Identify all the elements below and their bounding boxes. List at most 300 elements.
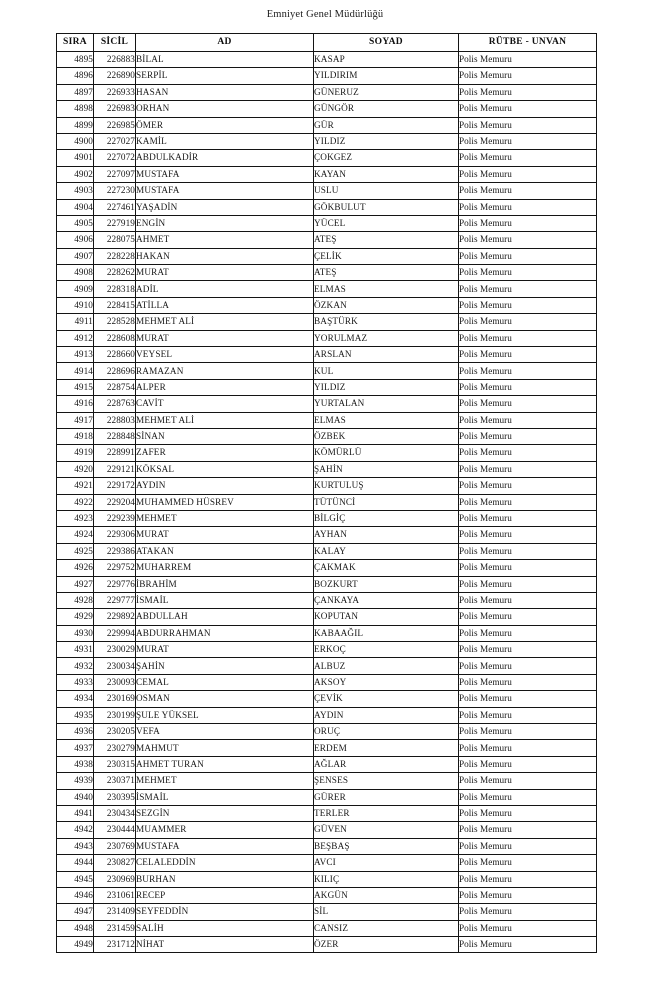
cell-soyad: YILDIRIM: [314, 68, 459, 84]
table-row: [57, 281, 597, 297]
table-row: [57, 133, 597, 149]
table-row: [57, 822, 597, 838]
cell-sira: 4931: [57, 642, 94, 658]
table-row: [57, 691, 597, 707]
cell-ad: SALİH: [136, 920, 314, 936]
cell-sicil: 229121: [94, 461, 136, 477]
cell-rutbe: Polis Memuru: [459, 445, 597, 461]
cell-rutbe: Polis Memuru: [459, 658, 597, 674]
cell-sicil: 230205: [94, 724, 136, 740]
cell-sira: 4907: [57, 248, 94, 264]
cell-ad: ABDULKADİR: [136, 150, 314, 166]
table-row: [57, 445, 597, 461]
cell-soyad: ÇEVİK: [314, 691, 459, 707]
table-header: [57, 34, 597, 52]
cell-soyad: ŞENSES: [314, 773, 459, 789]
cell-soyad: ÇANKAYA: [314, 592, 459, 608]
table-row: [57, 625, 597, 641]
cell-rutbe: Polis Memuru: [459, 330, 597, 346]
cell-soyad: YORULMAZ: [314, 330, 459, 346]
cell-ad: ŞULE YÜKSEL: [136, 707, 314, 723]
cell-sicil: 228528: [94, 314, 136, 330]
cell-sicil: 228754: [94, 379, 136, 395]
cell-sicil: 228262: [94, 265, 136, 281]
cell-ad: NİHAT: [136, 937, 314, 953]
cell-rutbe: Polis Memuru: [459, 609, 597, 625]
cell-soyad: ATEŞ: [314, 265, 459, 281]
table-row: [57, 101, 597, 117]
cell-soyad: KÖMÜRLÜ: [314, 445, 459, 461]
table-row: [57, 920, 597, 936]
cell-sira: 4926: [57, 560, 94, 576]
cell-rutbe: Polis Memuru: [459, 199, 597, 215]
cell-ad: SEYFEDDİN: [136, 904, 314, 920]
cell-sira: 4915: [57, 379, 94, 395]
cell-soyad: ORUÇ: [314, 724, 459, 740]
cell-ad: RECEP: [136, 887, 314, 903]
cell-sicil: 228660: [94, 347, 136, 363]
column-header-soyad: SOYAD: [314, 34, 459, 52]
cell-sicil: 227072: [94, 150, 136, 166]
cell-ad: MEHMET ALİ: [136, 314, 314, 330]
cell-rutbe: Polis Memuru: [459, 396, 597, 412]
cell-soyad: AKSOY: [314, 674, 459, 690]
cell-soyad: ÇAKMAK: [314, 560, 459, 576]
cell-rutbe: Polis Memuru: [459, 576, 597, 592]
cell-sira: 4946: [57, 887, 94, 903]
cell-sira: 4947: [57, 904, 94, 920]
cell-rutbe: Polis Memuru: [459, 592, 597, 608]
cell-soyad: ALBUZ: [314, 658, 459, 674]
cell-ad: ŞAHİN: [136, 658, 314, 674]
table-row: [57, 560, 597, 576]
table-row: [57, 937, 597, 953]
cell-soyad: ELMAS: [314, 281, 459, 297]
cell-rutbe: Polis Memuru: [459, 117, 597, 133]
cell-sira: 4943: [57, 838, 94, 854]
cell-sicil: 228803: [94, 412, 136, 428]
cell-sira: 4910: [57, 297, 94, 313]
cell-ad: ORHAN: [136, 101, 314, 117]
cell-ad: KÖKSAL: [136, 461, 314, 477]
cell-sira: 4917: [57, 412, 94, 428]
cell-sicil: 230444: [94, 822, 136, 838]
table-row: [57, 904, 597, 920]
table-row: [57, 150, 597, 166]
cell-sicil: 230034: [94, 658, 136, 674]
cell-ad: RAMAZAN: [136, 363, 314, 379]
table-row: [57, 297, 597, 313]
cell-ad: İBRAHİM: [136, 576, 314, 592]
cell-ad: MUAMMER: [136, 822, 314, 838]
cell-sira: 4896: [57, 68, 94, 84]
cell-rutbe: Polis Memuru: [459, 642, 597, 658]
cell-soyad: ŞAHİN: [314, 461, 459, 477]
cell-ad: AHMET TURAN: [136, 756, 314, 772]
cell-sicil: 230093: [94, 674, 136, 690]
cell-sira: 4921: [57, 478, 94, 494]
cell-soyad: BAŞTÜRK: [314, 314, 459, 330]
cell-soyad: KAYAN: [314, 166, 459, 182]
cell-rutbe: Polis Memuru: [459, 101, 597, 117]
cell-sicil: 229752: [94, 560, 136, 576]
table-row: [57, 576, 597, 592]
cell-sicil: 229994: [94, 625, 136, 641]
cell-sira: 4908: [57, 265, 94, 281]
table-row: [57, 773, 597, 789]
cell-ad: VEYSEL: [136, 347, 314, 363]
cell-soyad: GÜNGÖR: [314, 101, 459, 117]
cell-sira: 4929: [57, 609, 94, 625]
cell-soyad: SİL: [314, 904, 459, 920]
cell-sira: 4930: [57, 625, 94, 641]
cell-ad: İSMAİL: [136, 592, 314, 608]
cell-soyad: YILDIZ: [314, 133, 459, 149]
cell-sira: 4911: [57, 314, 94, 330]
cell-sira: 4912: [57, 330, 94, 346]
cell-sira: 4919: [57, 445, 94, 461]
cell-rutbe: Polis Memuru: [459, 248, 597, 264]
table-row: [57, 642, 597, 658]
table-row: [57, 543, 597, 559]
cell-soyad: AYHAN: [314, 527, 459, 543]
cell-ad: MURAT: [136, 330, 314, 346]
column-header-ad: AD: [136, 34, 314, 52]
cell-sira: 4898: [57, 101, 94, 117]
cell-soyad: AĞLAR: [314, 756, 459, 772]
cell-sicil: 228696: [94, 363, 136, 379]
cell-soyad: ERKOÇ: [314, 642, 459, 658]
cell-sira: 4942: [57, 822, 94, 838]
cell-sira: 4920: [57, 461, 94, 477]
cell-sicil: 231712: [94, 937, 136, 953]
cell-sicil: 230395: [94, 789, 136, 805]
table-row: [57, 789, 597, 805]
table-row: [57, 52, 597, 68]
cell-sicil: 229306: [94, 527, 136, 543]
cell-ad: AHMET: [136, 232, 314, 248]
table-row: [57, 592, 597, 608]
cell-sira: 4901: [57, 150, 94, 166]
table-row: [57, 166, 597, 182]
cell-soyad: ÖZBEK: [314, 428, 459, 444]
cell-sicil: 230371: [94, 773, 136, 789]
cell-soyad: GÜR: [314, 117, 459, 133]
cell-sicil: 230969: [94, 871, 136, 887]
cell-ad: MUSTAFA: [136, 166, 314, 182]
cell-sicil: 226883: [94, 52, 136, 68]
table-row: [57, 707, 597, 723]
cell-ad: HAKAN: [136, 248, 314, 264]
cell-sira: 4902: [57, 166, 94, 182]
cell-soyad: TERLER: [314, 805, 459, 821]
cell-soyad: BOZKURT: [314, 576, 459, 592]
cell-ad: ADİL: [136, 281, 314, 297]
table-row: [57, 838, 597, 854]
cell-soyad: BİLGİÇ: [314, 510, 459, 526]
cell-sira: 4900: [57, 133, 94, 149]
cell-sicil: 230199: [94, 707, 136, 723]
cell-sicil: 231061: [94, 887, 136, 903]
cell-rutbe: Polis Memuru: [459, 68, 597, 84]
cell-soyad: AKGÜN: [314, 887, 459, 903]
cell-sicil: 226983: [94, 101, 136, 117]
table-body: [57, 52, 597, 953]
cell-sira: 4918: [57, 428, 94, 444]
cell-sira: 4922: [57, 494, 94, 510]
personnel-table: [56, 33, 597, 953]
cell-soyad: ATEŞ: [314, 232, 459, 248]
cell-soyad: KALAY: [314, 543, 459, 559]
table-row: [57, 248, 597, 264]
table-row: [57, 379, 597, 395]
cell-rutbe: Polis Memuru: [459, 707, 597, 723]
cell-sicil: 228608: [94, 330, 136, 346]
cell-ad: CAVİT: [136, 396, 314, 412]
cell-rutbe: Polis Memuru: [459, 232, 597, 248]
cell-sira: 4903: [57, 183, 94, 199]
cell-rutbe: Polis Memuru: [459, 84, 597, 100]
cell-rutbe: Polis Memuru: [459, 625, 597, 641]
table-row: [57, 215, 597, 231]
cell-rutbe: Polis Memuru: [459, 494, 597, 510]
cell-rutbe: Polis Memuru: [459, 674, 597, 690]
cell-rutbe: Polis Memuru: [459, 756, 597, 772]
cell-soyad: ÇOKGEZ: [314, 150, 459, 166]
cell-rutbe: Polis Memuru: [459, 871, 597, 887]
cell-ad: MURAT: [136, 265, 314, 281]
table-row: [57, 494, 597, 510]
cell-rutbe: Polis Memuru: [459, 428, 597, 444]
cell-rutbe: Polis Memuru: [459, 904, 597, 920]
cell-sicil: 228848: [94, 428, 136, 444]
cell-ad: SİNAN: [136, 428, 314, 444]
cell-rutbe: Polis Memuru: [459, 150, 597, 166]
cell-soyad: AYDIN: [314, 707, 459, 723]
cell-sicil: 231409: [94, 904, 136, 920]
cell-sira: 4934: [57, 691, 94, 707]
cell-soyad: ARSLAN: [314, 347, 459, 363]
table-row: [57, 527, 597, 543]
cell-soyad: KILIÇ: [314, 871, 459, 887]
table-row: [57, 740, 597, 756]
cell-ad: MUHAMMED HÜSREV: [136, 494, 314, 510]
cell-soyad: YURTALAN: [314, 396, 459, 412]
cell-ad: SEZGİN: [136, 805, 314, 821]
table-row: [57, 478, 597, 494]
cell-sicil: 228763: [94, 396, 136, 412]
cell-rutbe: Polis Memuru: [459, 461, 597, 477]
cell-sicil: 229776: [94, 576, 136, 592]
cell-ad: ZAFER: [136, 445, 314, 461]
cell-soyad: ERDEM: [314, 740, 459, 756]
cell-rutbe: Polis Memuru: [459, 937, 597, 953]
cell-rutbe: Polis Memuru: [459, 166, 597, 182]
cell-sicil: 226933: [94, 84, 136, 100]
cell-ad: AYDIN: [136, 478, 314, 494]
cell-sira: 4932: [57, 658, 94, 674]
personnel-table-container: [56, 33, 596, 953]
cell-sira: 4924: [57, 527, 94, 543]
page-title: Emniyet Genel Müdürlüğü: [266, 9, 384, 20]
cell-ad: MURAT: [136, 527, 314, 543]
cell-sira: 4937: [57, 740, 94, 756]
cell-rutbe: Polis Memuru: [459, 215, 597, 231]
cell-sicil: 226890: [94, 68, 136, 84]
cell-rutbe: Polis Memuru: [459, 724, 597, 740]
cell-sicil: 227230: [94, 183, 136, 199]
column-header-sira: SIRA: [57, 34, 94, 52]
cell-soyad: CANSIZ: [314, 920, 459, 936]
cell-ad: İSMAİL: [136, 789, 314, 805]
cell-soyad: USLU: [314, 183, 459, 199]
table-row: [57, 347, 597, 363]
cell-sicil: 230279: [94, 740, 136, 756]
cell-soyad: KUL: [314, 363, 459, 379]
cell-ad: ABDULLAH: [136, 609, 314, 625]
cell-sira: 4925: [57, 543, 94, 559]
cell-rutbe: Polis Memuru: [459, 363, 597, 379]
cell-ad: VEFA: [136, 724, 314, 740]
cell-sicil: 228228: [94, 248, 136, 264]
cell-sicil: 230315: [94, 756, 136, 772]
cell-rutbe: Polis Memuru: [459, 855, 597, 871]
table-row: [57, 461, 597, 477]
cell-sicil: 228075: [94, 232, 136, 248]
table-row: [57, 805, 597, 821]
cell-soyad: KOPUTAN: [314, 609, 459, 625]
table-row: [57, 183, 597, 199]
cell-sicil: 228415: [94, 297, 136, 313]
cell-soyad: TÜTÜNCİ: [314, 494, 459, 510]
cell-ad: SERPİL: [136, 68, 314, 84]
cell-soyad: ÖZER: [314, 937, 459, 953]
cell-sicil: 227461: [94, 199, 136, 215]
cell-rutbe: Polis Memuru: [459, 281, 597, 297]
column-header-sicil: SİCİL: [94, 34, 136, 52]
cell-sicil: 230029: [94, 642, 136, 658]
cell-sira: 4928: [57, 592, 94, 608]
cell-sira: 4927: [57, 576, 94, 592]
cell-ad: MEHMET ALİ: [136, 412, 314, 428]
cell-rutbe: Polis Memuru: [459, 314, 597, 330]
cell-rutbe: Polis Memuru: [459, 543, 597, 559]
table-row: [57, 363, 597, 379]
cell-ad: ALPER: [136, 379, 314, 395]
cell-rutbe: Polis Memuru: [459, 773, 597, 789]
table-row: [57, 871, 597, 887]
table-row: [57, 855, 597, 871]
cell-soyad: GÜRER: [314, 789, 459, 805]
cell-ad: MUHARREM: [136, 560, 314, 576]
cell-rutbe: Polis Memuru: [459, 838, 597, 854]
cell-sira: 4895: [57, 52, 94, 68]
table-row: [57, 199, 597, 215]
table-row: [57, 887, 597, 903]
cell-rutbe: Polis Memuru: [459, 510, 597, 526]
cell-rutbe: Polis Memuru: [459, 412, 597, 428]
cell-sicil: 227027: [94, 133, 136, 149]
cell-sira: 4923: [57, 510, 94, 526]
cell-soyad: GÖKBULUT: [314, 199, 459, 215]
cell-sira: 4948: [57, 920, 94, 936]
cell-rutbe: Polis Memuru: [459, 183, 597, 199]
cell-ad: ÖMER: [136, 117, 314, 133]
cell-rutbe: Polis Memuru: [459, 265, 597, 281]
cell-rutbe: Polis Memuru: [459, 297, 597, 313]
cell-rutbe: Polis Memuru: [459, 789, 597, 805]
table-row: [57, 84, 597, 100]
cell-sicil: 229172: [94, 478, 136, 494]
cell-rutbe: Polis Memuru: [459, 822, 597, 838]
cell-sira: 4905: [57, 215, 94, 231]
cell-rutbe: Polis Memuru: [459, 887, 597, 903]
cell-ad: ATİLLA: [136, 297, 314, 313]
cell-ad: KAMİL: [136, 133, 314, 149]
cell-sira: 4935: [57, 707, 94, 723]
cell-sicil: 230769: [94, 838, 136, 854]
cell-soyad: YÜCEL: [314, 215, 459, 231]
cell-soyad: YILDIZ: [314, 379, 459, 395]
cell-sira: 4945: [57, 871, 94, 887]
cell-sira: 4933: [57, 674, 94, 690]
cell-rutbe: Polis Memuru: [459, 379, 597, 395]
cell-ad: CELALEDDİN: [136, 855, 314, 871]
table-row: [57, 428, 597, 444]
cell-soyad: GÜVEN: [314, 822, 459, 838]
cell-ad: MEHMET: [136, 773, 314, 789]
cell-rutbe: Polis Memuru: [459, 920, 597, 936]
cell-rutbe: Polis Memuru: [459, 805, 597, 821]
cell-sira: 4914: [57, 363, 94, 379]
cell-sira: 4938: [57, 756, 94, 772]
cell-sicil: 230434: [94, 805, 136, 821]
cell-sicil: 229386: [94, 543, 136, 559]
cell-rutbe: Polis Memuru: [459, 52, 597, 68]
cell-sicil: 230169: [94, 691, 136, 707]
cell-sicil: 226985: [94, 117, 136, 133]
cell-soyad: AVCI: [314, 855, 459, 871]
cell-ad: YAŞADİN: [136, 199, 314, 215]
cell-ad: MEHMET: [136, 510, 314, 526]
cell-rutbe: Polis Memuru: [459, 133, 597, 149]
table-row: [57, 724, 597, 740]
cell-sicil: 227919: [94, 215, 136, 231]
cell-soyad: ÖZKAN: [314, 297, 459, 313]
cell-ad: MUSTAFA: [136, 183, 314, 199]
table-row: [57, 412, 597, 428]
cell-sira: 4899: [57, 117, 94, 133]
cell-ad: BİLAL: [136, 52, 314, 68]
cell-sira: 4913: [57, 347, 94, 363]
cell-sicil: 230827: [94, 855, 136, 871]
cell-rutbe: Polis Memuru: [459, 527, 597, 543]
cell-rutbe: Polis Memuru: [459, 560, 597, 576]
cell-sicil: 228318: [94, 281, 136, 297]
cell-soyad: BEŞBAŞ: [314, 838, 459, 854]
cell-sicil: 229777: [94, 592, 136, 608]
table-row: [57, 510, 597, 526]
cell-rutbe: Polis Memuru: [459, 347, 597, 363]
cell-sira: 4941: [57, 805, 94, 821]
cell-sira: 4904: [57, 199, 94, 215]
cell-sira: 4936: [57, 724, 94, 740]
cell-ad: MURAT: [136, 642, 314, 658]
cell-sicil: 229892: [94, 609, 136, 625]
table-row: [57, 265, 597, 281]
table-row: [57, 232, 597, 248]
cell-ad: MUSTAFA: [136, 838, 314, 854]
